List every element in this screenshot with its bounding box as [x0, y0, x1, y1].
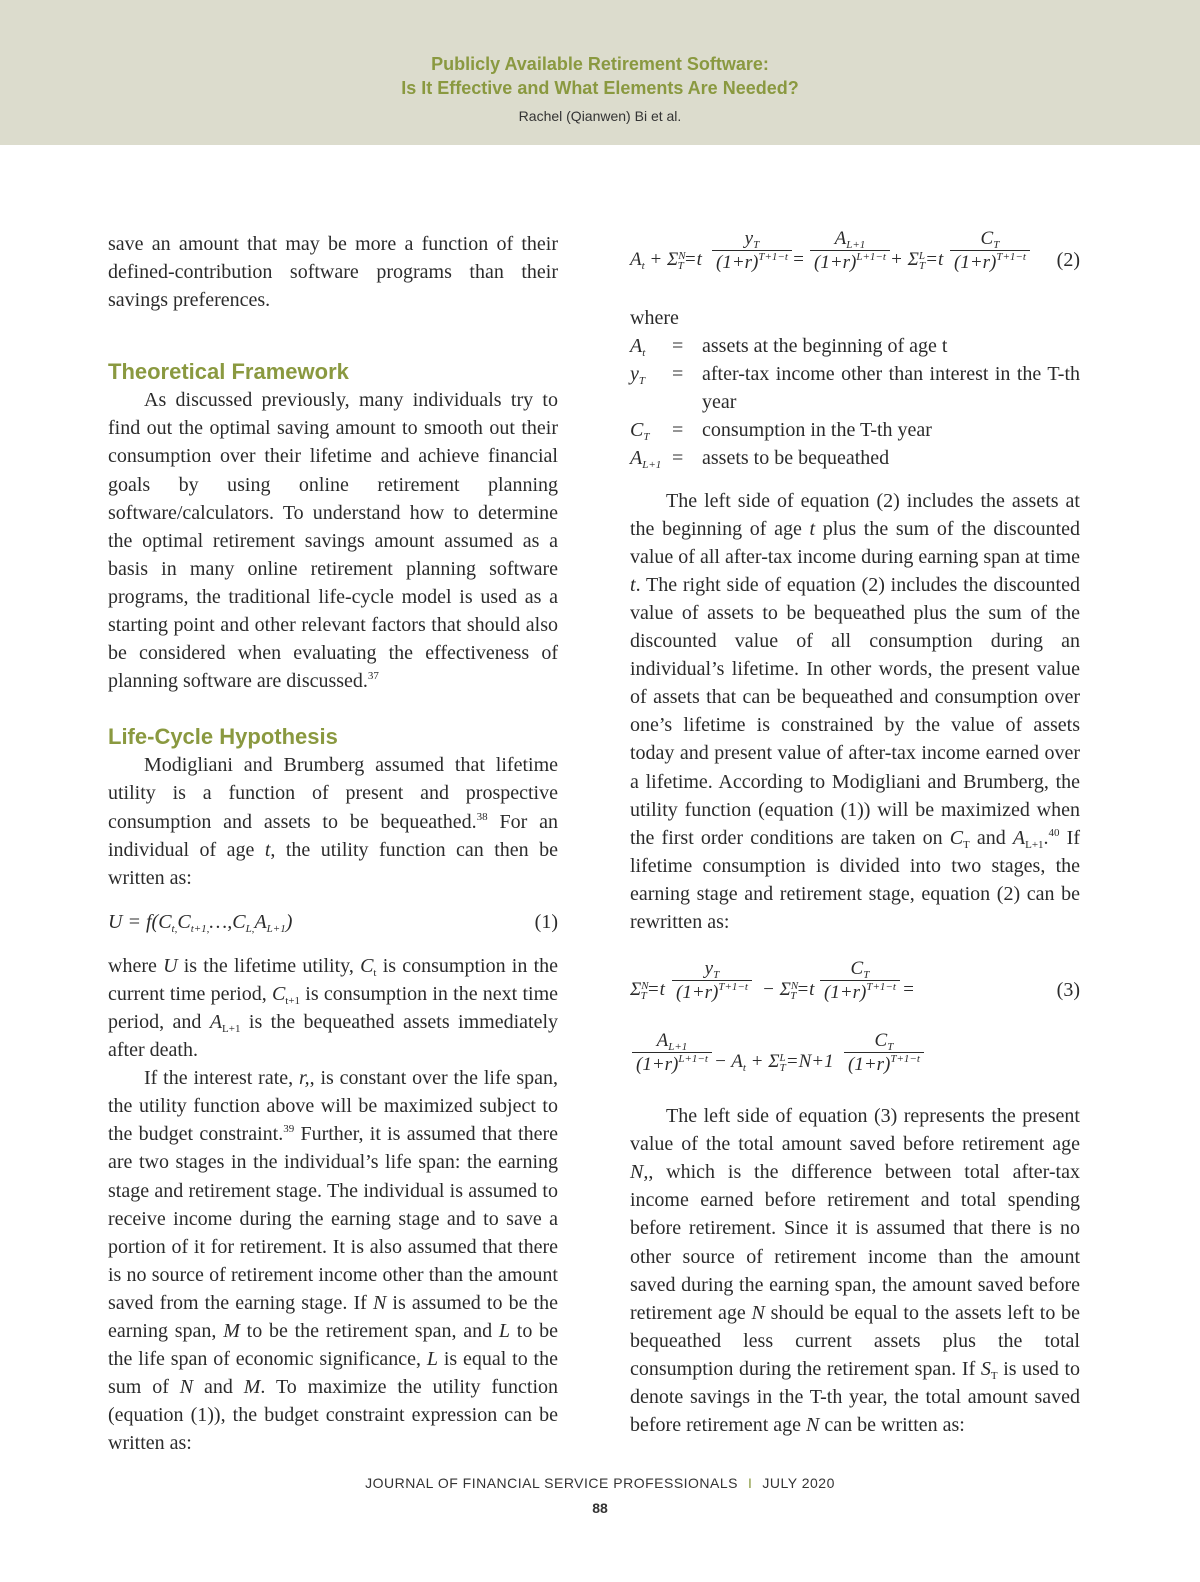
- heading-life-cycle-hypothesis: Life-Cycle Hypothesis: [108, 724, 338, 750]
- equation-3-explanation: The left side of equation (3) represents the present value of the total amount saved before retirement age N,, which is the difference between total after-tax income earned before retirement and total spending before retirement. Since it is assumed that there is no other source of retirement income than the amount saved during the earning span, the amount saved before retirement age N should be equal to the assets left to be bequeathed less current assets plus the total consumption during the retirement span. If $S_T$ is used to denote savings in the T-th year, the total amount saved before retirement age N can be written as:: [630, 1105, 1081, 1437]
- interest-rate-paragraph: If the interest rate, r,, is constant over the life span, the utility function above will be maximized subject to the budget constraint.$^{39}$ Further, it is assumed that there are two stages in the individual’s life span: the earning stage and retirement stage. The individual is assumed to receive income during the earning stage and to save a portion of it for retirement. It is also assumed that there is no source of retirement income other than the amount saved from the earning stage. If N is assumed to be the earning span, M to be the retirement span, and L to be the life span of economic significance, L is equal to the sum of N and M. To maximize the utility function (equation (1)), the budget constraint expression can be written as:: [108, 1067, 559, 1455]
- lifecycle-paragraph: Modigliani and Brumberg assumed that lifetime utility is a function of present and prospective consumption and assets to be bequeathed.$^{38}$ For an individual of age t, the utility function can then be written as:: [108, 754, 558, 889]
- where-label: where: [630, 307, 679, 329]
- equation-2-explanation: The left side of equation (2) includes the assets at the beginning of age t plus the sum of the discounted value of all after-tax income during earning span at time t. The right side of equation (2) includes the discounted value of assets to be bequeathed plus the sum of the discounted value of all consumption during an individual’s lifetime. In other words, the present value of assets that can be bequeathed and consumption over one’s lifetime is constrained by the value of assets today and present value of after-tax income earned over a lifetime. According to Modigliani and Brumberg, the utility function (equation (1)) will be maximized when the first order conditions are taken on $C_T$ and $A_{L+1}.^{40}$ If lifetime consumption is divided into two stages, the earning stage and retirement stage, equation (2) can be rewritten as:: [630, 489, 1081, 933]
- header-title-line1: Publicly Available Retirement Software:: [431, 54, 769, 74]
- def-symbol-al1: $A_{L+1}$: [630, 447, 662, 472]
- heading-theoretical-framework: Theoretical Framework: [108, 359, 349, 385]
- footer-date: JULY 2020: [762, 1475, 835, 1491]
- footnote-38: 38: [476, 810, 488, 823]
- footnote-40: 40: [1048, 826, 1060, 839]
- footnote-39: 39: [283, 1123, 295, 1136]
- left-column: [108, 230, 558, 1457]
- equation-1: $U = f(C_{t,}C_{t+1,}\dots,C_{L,}A_{L+1})$ (1): [108, 908, 558, 938]
- footer-separator: I: [748, 1475, 753, 1491]
- footer-journal: JOURNAL OF FINANCIAL SERVICE PROFESSIONALS: [365, 1475, 739, 1491]
- def-symbol-yt: $y_T$: [630, 363, 646, 388]
- right-column: [630, 228, 1080, 1439]
- page-footer: [0, 1475, 1200, 1491]
- intro-paragraph: save an amount that may be more a function of their defined-contribution software programs than their savings preferences.: [108, 233, 558, 312]
- equation-1-number: (1): [534, 910, 558, 933]
- footnote-37: 37: [367, 670, 379, 683]
- def-desc-yt: after-tax income other than interest in the T-th year: [702, 363, 1080, 414]
- def-desc-ct: consumption in the T-th year: [702, 419, 932, 442]
- header-author: Rachel (Qianwen) Bi et al.: [518, 108, 682, 124]
- variable-definitions: $A_t$ = assets at the beginning of age t $y_T$ = after-tax income other than interest in the T-th year $C_T$ = consumption in the T-th year $A_{L+1}$ = assets to be bequeathed: [630, 332, 1080, 472]
- page-number: 88: [592, 1500, 608, 1516]
- equation-2-number: (2): [1056, 249, 1080, 271]
- def-symbol-ct: $C_T$: [630, 419, 650, 444]
- def-symbol-at: $A_t$: [630, 335, 646, 360]
- utility-definition-paragraph: where U is the lifetime utility, $C_t$ is consumption in the current time period, $C_{t+1}$ is consumption in the next time period, and $A_{L+1}$ is the bequeathed assets immediately after death.: [108, 954, 559, 1062]
- page-header: [0, 0, 1200, 145]
- equation-3-number: (3): [1056, 979, 1080, 1002]
- theory-paragraph: As discussed previously, many individuals try to find out the optimal saving amount to smooth out their consumption over their lifetime and achieve financial goals by using online retirement planning software/calculators. To understand how to determine the optimal retirement savings amount assumed as a basis in many online retirement planning software programs, the traditional life-cycle model is used as a starting point and other relevant factors that should also be considered when evaluating the effectiveness of planning software are discussed.$^{37}$: [108, 389, 558, 693]
- header-title-line2: Is It Effective and What Elements Are Needed?: [401, 78, 799, 98]
- def-desc-at: assets at the beginning of age t: [702, 335, 948, 358]
- equation-2: $A_t + \Sigma^N_T=t$ $\frac{y_T}{(1+r)^{T+1-t}}$ = $\frac{A_{L+1}}{(1+r)^{L+1-t}}$ + $\Sigma^L_T=t$ $\frac{C_T}{(1+r)^{T+1-t}}$ (2): [630, 228, 1080, 273]
- equation-3: $\Sigma^N_T=t$ $\frac{y_T}{(1+r)^{T+1-t}}$ − $\Sigma^N_T=t$ $\frac{C_T}{(1+r)^{T+1-t}}$ = (3) $\frac{A_{L+1}}{(1+r)^{L+1-t}}$ − $A_t + \Sigma^L_T=N+1$ $\frac{C_T}{(1+r)^{T+1-t}}$: [630, 958, 1080, 1076]
- def-desc-al1: assets to be bequeathed: [702, 447, 890, 470]
